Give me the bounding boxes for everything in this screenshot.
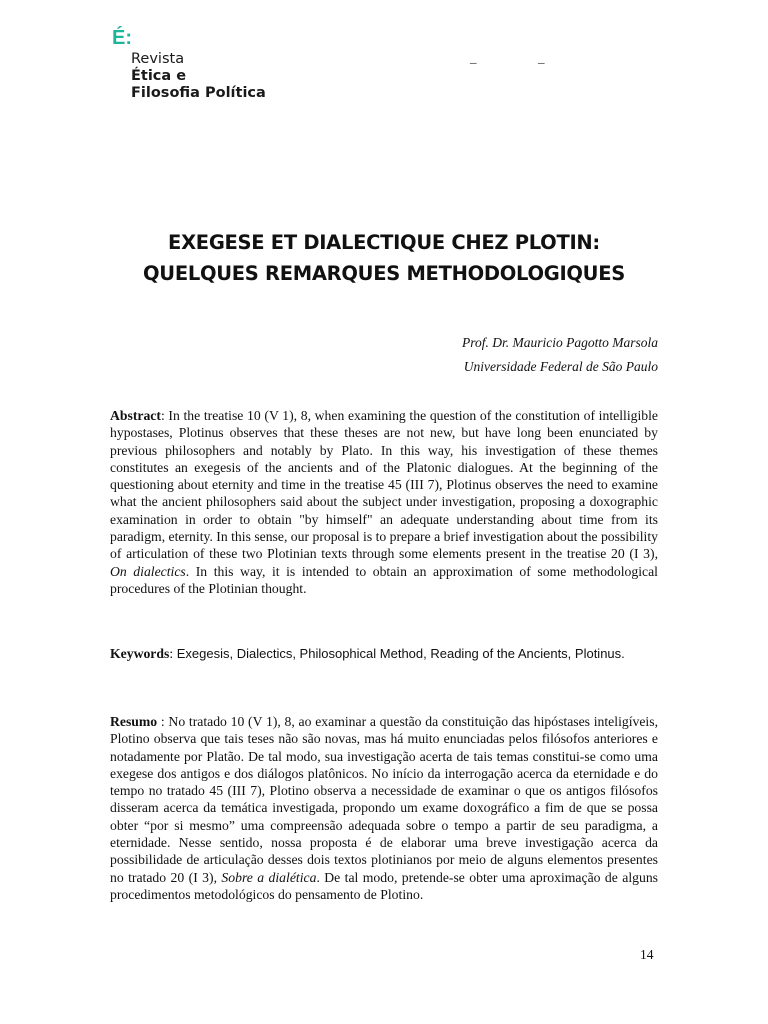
abstract-label: Abstract — [110, 408, 161, 423]
abstract-text-end: . In this way, it is intended to obtain an approximation of some methodological procedures of the Plotinian thought. — [110, 563, 658, 596]
journal-name — [131, 51, 266, 102]
page-number: 14 — [640, 947, 654, 962]
author-name: Prof. Dr. Mauricio Pagotto Marsola — [461, 335, 658, 350]
author-affiliation: Universidade Federal de São Paulo — [463, 359, 658, 374]
header-dash-right: _ — [538, 50, 545, 65]
abstract-paragraph — [110, 407, 658, 597]
resumo-italic-title: Sobre a dialética — [221, 869, 317, 885]
journal-name-line-3: Filosofia Política — [131, 85, 266, 101]
article-title — [80, 227, 688, 289]
keywords-label: Keywords — [110, 646, 170, 661]
journal-logo-mark: É: — [112, 27, 132, 49]
resumo-label: Resumo — [110, 714, 158, 729]
resumo-text-end: . De tal modo, pretende-se obter uma aproximação de alguns procedimentos metodológicos do pensamento de Plotino. — [110, 869, 658, 902]
journal-name-line-1: Revista — [131, 51, 185, 67]
header-dash-left: _ — [470, 50, 477, 65]
keywords-paragraph — [110, 645, 658, 662]
article-title-line-1: EXEGESE ET DIALECTIQUE CHEZ PLOTIN: — [168, 231, 600, 254]
article-title-line-2: QUELQUES REMARQUES METHODOLOGIQUES — [143, 262, 625, 285]
resumo-text: : No tratado 10 (V 1), 8, ao examinar a questão da constituição das hipóstases inteligíveis, Plotino observa que tais teses não são novas, mas há muito enunciadas pelos filósofos anteriores e notadamente por Platão. De tal modo, sua investigação acerta de tais temas constitui-se como uma exegese dos antigos e dos diálogos platônicos. No início da interrogação acerca da eternidade e do tempo no tratado 45 (III 7), Plotino observa a necessidade de examinar o que os antigos filósofos disseram acerca da temática investigada, propondo um exame doxográfico a fim de que se possa obter “por si mesmo” uma compreensão adequada sobre o tempo a partir de seu paradigma, a eternidade. Nesse sentido, nossa proposta é de elaborar uma breve investigação acerca da possibilidade de articulação desses dois textos plotinianos por meio de alguns elementos presentes no tratado 20 (I 3), — [110, 714, 658, 885]
keywords-colon: : — [169, 646, 174, 661]
resumo-paragraph — [110, 713, 658, 903]
journal-name-line-2: Ética e — [131, 68, 187, 84]
abstract-italic-title: On dialectics — [110, 563, 186, 579]
author-block — [462, 331, 658, 379]
keywords-text: Exegesis, Dialectics, Philosophical Method, Reading of the Ancients, Plotinus. — [173, 646, 625, 661]
abstract-text: : In the treatise 10 (V 1), 8, when examining the question of the constitution of intelligible hypostases, Plotinus observes that these theses are not new, but have long been enunciated by previous philosophers and notably by Plato. In this way, his investigation of these themes constitutes an exegesis of the ancients and of the Platonic dialogues. At the beginning of the questioning about eternity and time in the treatise 45 (III 7), Plotinus observes the need to examine what the ancient philosophers said about the subject under investigation, proposing a doxographic examination in order to obtain "by himself" an adequate understanding about time from its paradigm, eternity. In this sense, our proposal is to prepare a brief investigation about the possibility of articulation of these two Plotinian texts through some elements present in the treatise 20 (I 3), — [110, 408, 659, 562]
